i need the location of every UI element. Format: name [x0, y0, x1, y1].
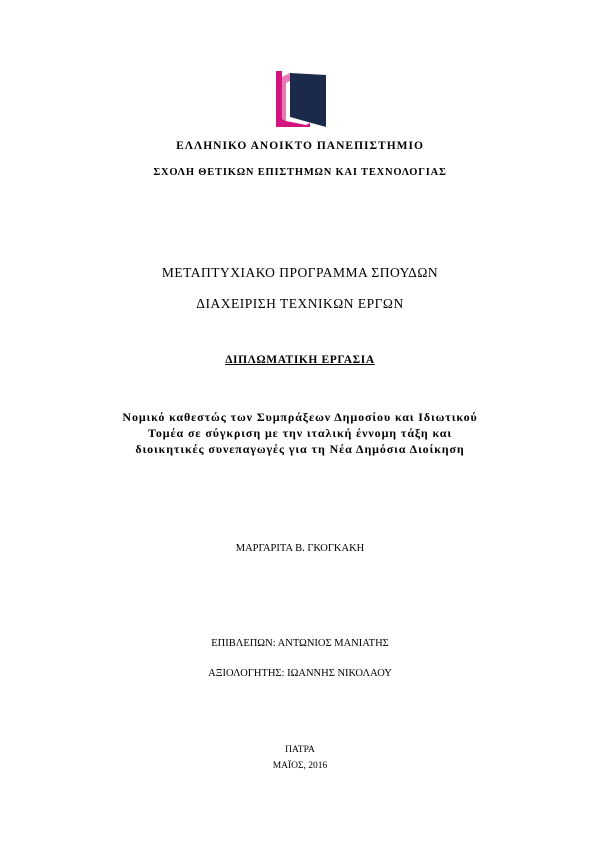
date: ΜΑΪΟΣ, 2016	[272, 761, 328, 771]
school-name: ΣΧΟΛΗ ΘΕΤΙΚΩΝ ΕΠΙΣΤΗΜΩΝ ΚΑΙ ΤΕΧΝΟΛΟΓΙΑΣ	[153, 167, 447, 178]
supervisor: ΕΠΙΒΛΕΠΩΝ: ΑΝΤΩΝΙΟΣ ΜΑΝΙΑΤΗΣ	[211, 638, 389, 649]
thesis-title-line-3: διοικητικές συνεπαγωγές για τη Νέα Δημόσια Διοίκηση	[135, 442, 465, 456]
evaluator: ΑΞΙΟΛΟΓΗΤΗΣ: ΙΩΑΝΝΗΣ ΝΙΚΟΛΑΟΥ	[208, 668, 392, 679]
thesis-title-line-1: Νομικό καθεστώς των Συμπράξεων Δημοσίου και Ιδιωτικού	[122, 410, 478, 424]
university-name: ΕΛΛΗΝΙΚΟ ΑΝΟΙΚΤΟ ΠΑΝΕΠΙΣΤΗΜΙΟ	[176, 140, 424, 152]
document-type-label: ΔΙΠΛΩΜΑΤΙΚΗ ΕΡΓΑΣΙΑ	[225, 354, 375, 366]
university-logo	[276, 71, 328, 127]
city: ΠΑΤΡΑ	[285, 745, 315, 755]
program-name: ΜΕΤΑΠΤΥΧΙΑΚΟ ΠΡΟΓΡΑΜΜΑ ΣΠΟΥΔΩΝ	[161, 265, 439, 280]
author-name: ΜΑΡΓΑΡΙΤΑ Β. ΓΚΟΓΚΑΚΗ	[235, 543, 365, 554]
program-specialization: ΔΙΑΧΕΙΡΙΣΗ ΤΕΧΝΙΚΩΝ ΕΡΓΩΝ	[196, 296, 404, 311]
thesis-title-line-2: Τομέα σε σύγκριση με την ιταλική έννομη τάξη και	[148, 426, 452, 440]
thesis-title	[0, 409, 600, 457]
